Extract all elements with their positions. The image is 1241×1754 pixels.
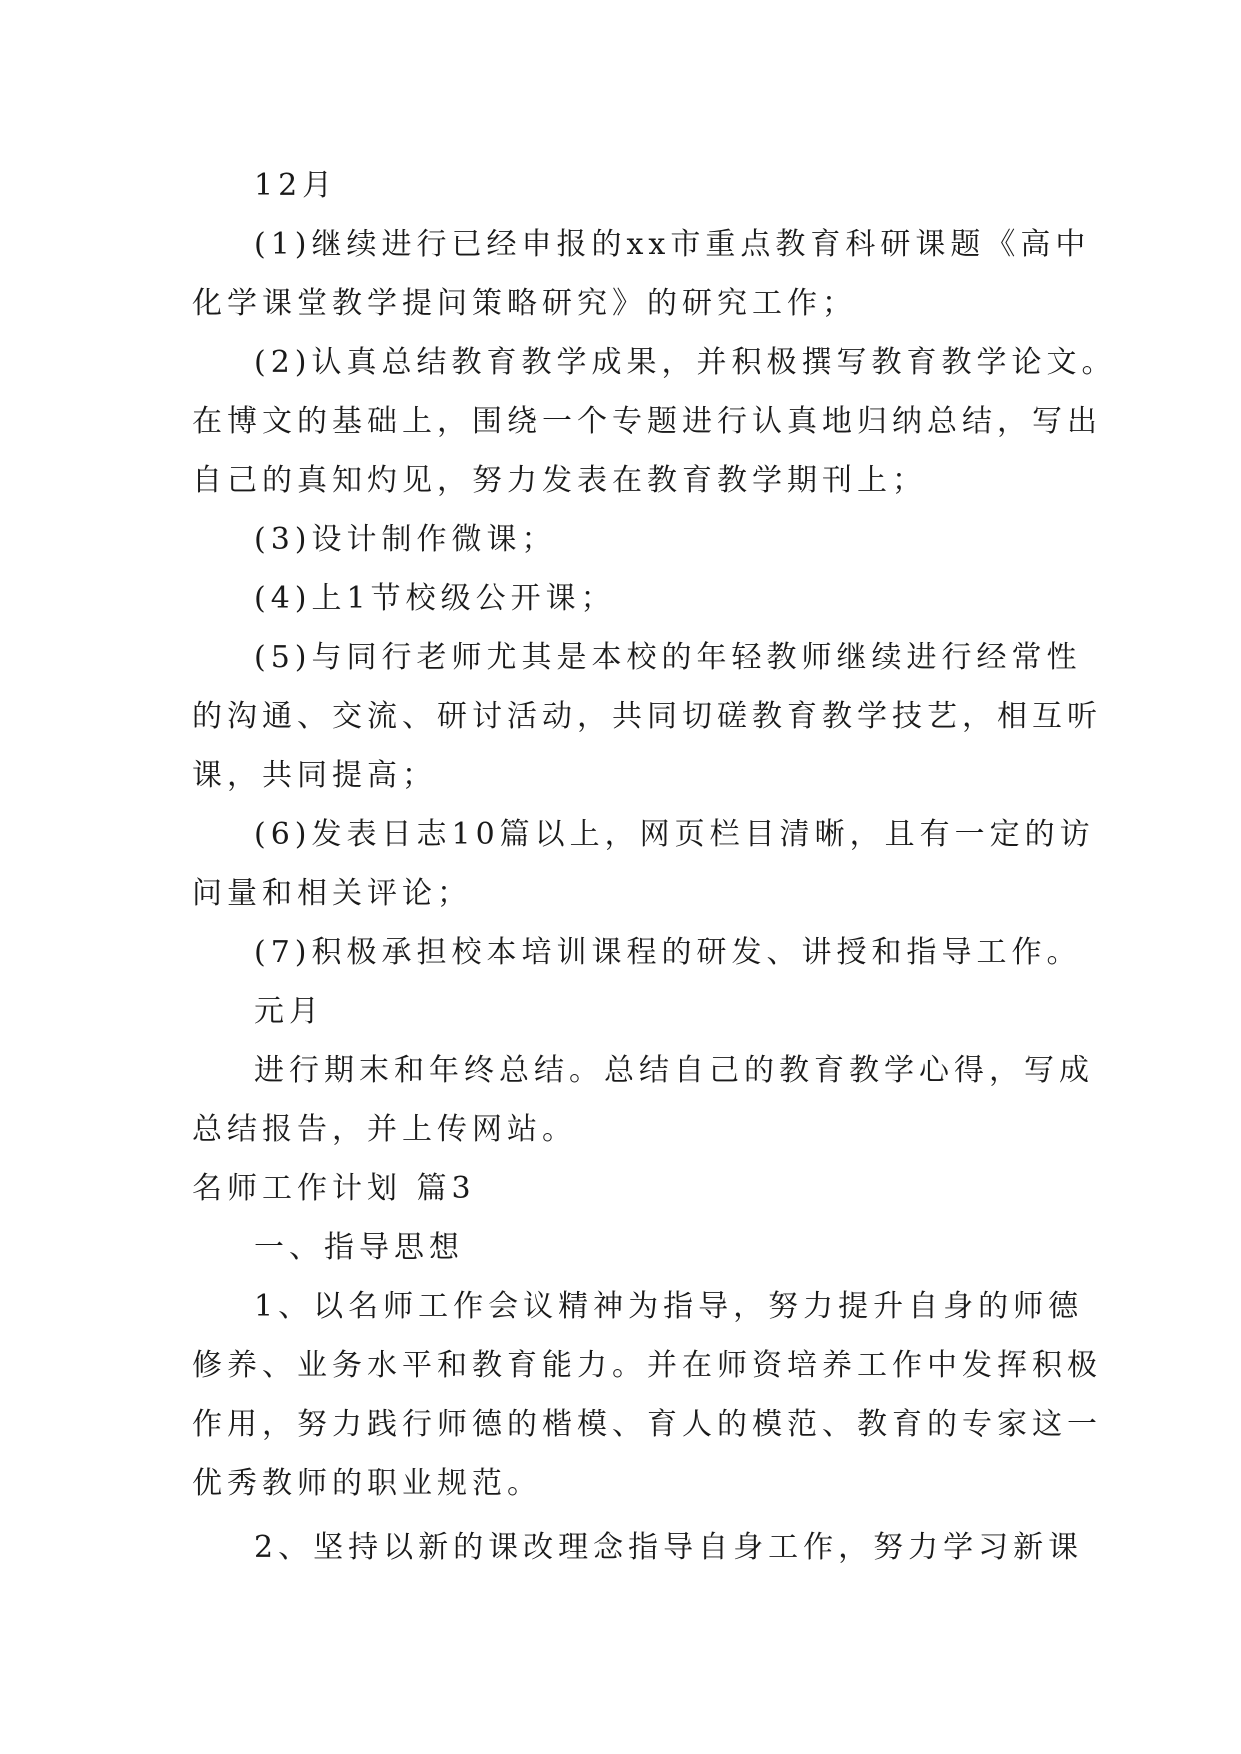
paragraph-line: 优秀教师的职业规范。 (192, 1466, 542, 1501)
paragraph-line: 2、坚持以新的课改理念指导自身工作，努力学习新课 (254, 1530, 1084, 1565)
section-title: 名师工作计划 篇3 (192, 1171, 476, 1206)
paragraph-line: 修养、业务水平和教育能力。并在师资培养工作中发挥积极 (192, 1348, 1102, 1383)
paragraph-line: 进行期末和年终总结。总结自己的教育教学心得，写成 (254, 1053, 1094, 1088)
paragraph-line: (4)上1节校级公开课； (254, 581, 616, 616)
paragraph-line: 在博文的基础上，围绕一个专题进行认真地归纳总结，写出 (192, 404, 1102, 439)
paragraph-line: 作用，努力践行师德的楷模、育人的模范、教育的专家这一 (192, 1407, 1102, 1442)
paragraph-line: 总结报告，并上传网站。 (192, 1112, 577, 1147)
month-heading-december: 12月 (254, 168, 338, 203)
paragraph-line: (1)继续进行已经申报的xx市重点教育科研课题《高中 (254, 227, 1091, 262)
paragraph-line: (2)认真总结教育教学成果，并积极撰写教育教学论文。 (254, 345, 1117, 380)
paragraph-line: 自己的真知灼见，努力发表在教育教学期刊上； (192, 463, 927, 498)
paragraph-line: 的沟通、交流、研讨活动，共同切磋教育教学技艺，相互听 (192, 699, 1102, 734)
section-heading: 一、指导思想 (254, 1230, 464, 1265)
paragraph-line: 化学课堂教学提问策略研究》的研究工作； (192, 286, 857, 321)
paragraph-line: (7)积极承担校本培训课程的研发、讲授和指导工作。 (254, 935, 1082, 970)
paragraph-line: 问量和相关评论； (192, 876, 472, 911)
paragraph-line: (6)发表日志10篇以上，网页栏目清晰，且有一定的访 (254, 817, 1095, 852)
month-heading-january: 元月 (254, 994, 324, 1029)
paragraph-line: (3)设计制作微课； (254, 522, 557, 557)
paragraph-line: 课，共同提高； (192, 758, 437, 793)
paragraph-line: 1、以名师工作会议精神为指导，努力提升自身的师德 (254, 1289, 1084, 1324)
paragraph-line: (5)与同行老师尤其是本校的年轻教师继续进行经常性 (254, 640, 1082, 675)
document-body (192, 156, 1117, 1577)
